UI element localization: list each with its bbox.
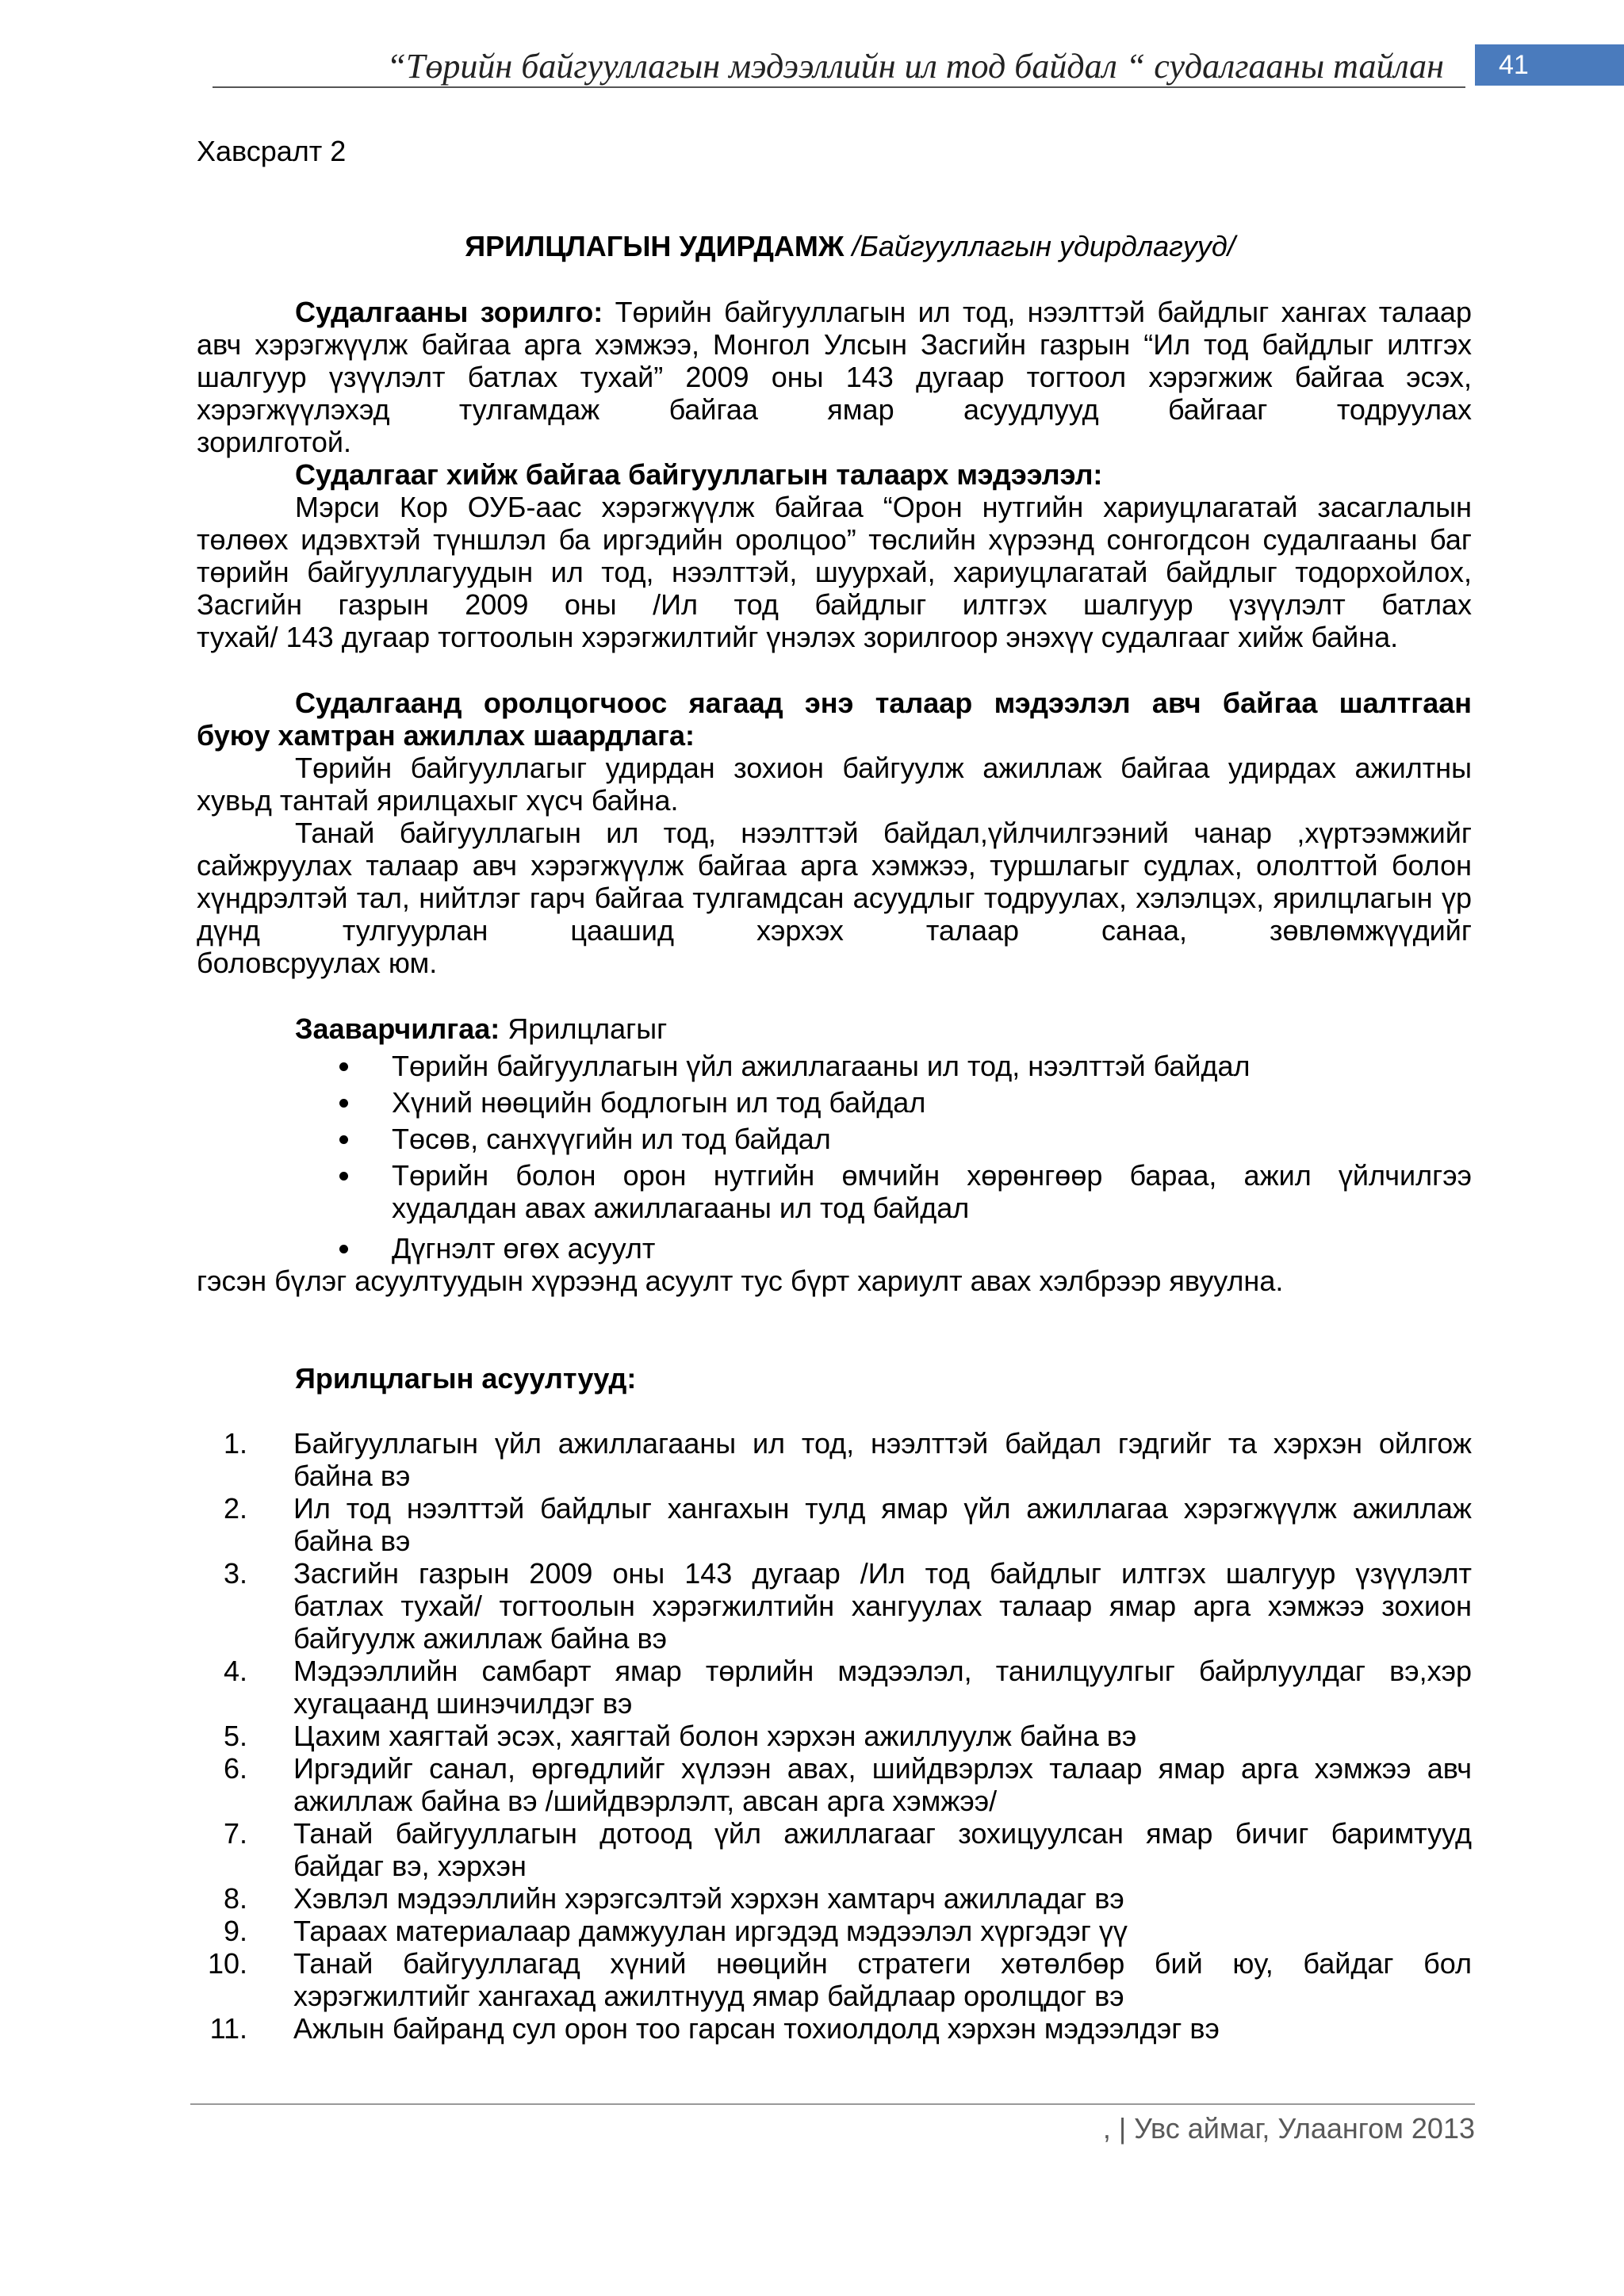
question-item xyxy=(197,1947,1472,2012)
question-text-continued: байгуулж ажиллаж байна вэ xyxy=(293,1622,668,1655)
questions-heading: Ярилцлагын асуултууд: xyxy=(295,1362,637,1395)
question-item xyxy=(197,1817,1472,1882)
why-needed-paragraph-2-last-line: боловсруулах юм. xyxy=(197,947,438,979)
question-text-continued: байна вэ xyxy=(293,1525,411,1557)
instructions-closing: гэсэн бүлэг асуултуудын хүрээнд асуулт тус бүрт хариулт авах хэлбрээр явуулна. xyxy=(197,1265,1284,1297)
question-item xyxy=(197,1557,1472,1655)
question-number: 7. xyxy=(223,1817,247,1850)
list-item xyxy=(197,1050,1472,1082)
question-text: Ил тод нээлттэй байдлыг хангахын тулд ямар үйл ажиллагаа хэрэгжүүлж ажиллаж xyxy=(293,1492,1472,1525)
appendix-label: Хавсралт 2 xyxy=(197,135,347,167)
page-footer: , | Увс аймаг, Улаангом 2013 xyxy=(1102,2112,1475,2145)
bullet-text: Төрийн болон орон нутгийн өмчийн хөрөнгөөр бараа, ажил үйлчилгээ xyxy=(392,1159,1472,1192)
document-title xyxy=(197,230,1472,262)
question-text: Хэвлэл мэдээллийн хэрэгсэлтэй хэрхэн хамтарч ажилладаг вэ xyxy=(293,1882,1124,1915)
question-number: 4. xyxy=(223,1655,247,1687)
question-text: Танай байгууллагад хүний нөөцийн стратеги хөтөлбөр бий юу, байдаг бол xyxy=(293,1947,1472,1980)
bullet-text: Дүгнэлт өгөх асуулт xyxy=(392,1232,656,1265)
question-number: 11. xyxy=(209,2012,247,2045)
question-text: Байгууллагын үйл ажиллагааны ил тод, нээлттэй байдал гэдгийг та хэрхэн ойлгож xyxy=(293,1427,1472,1460)
purpose-text-last-line: зорилготой. xyxy=(197,426,352,458)
question-text: Ажлын байранд сул орон тоо гарсан тохиолдолд хэрхэн мэдээлдэг вэ xyxy=(293,2012,1220,2045)
question-text-continued: батлах тухай/ тогтоолын хэрэгжилтийн хангуулах талаар ямар арга хэмжээ зохион xyxy=(293,1590,1472,1622)
question-text: Мэдээллийн самбарт ямар төрлийн мэдээлэл, танилцуулгыг байрлуулдаг вэ,хэр xyxy=(293,1655,1472,1687)
why-needed-paragraph-2: Танай байгууллагын ил тод, нээлттэй байдал,үйлчилгээний чанар ,хүртээмжийг сайжруулах талаар авч хэрэгжүүлж байгаа арга хэмжээ, туршлагыг судлах, ололттой болон хүндрэлтэй тал, нийтлэг гарч байгаа тулгамдсан асуудлыг тодруулах, хэлэлцэх, ярилцлагын үр дүнд тулгуурлан цаашид хэрхэх талаар санаа, зөвлөмжүүдийг xyxy=(197,817,1472,947)
question-text: Иргэдийг санал, өргөдлийг хүлээн авах, шийдвэрлэх талаар ямар арга хэмжээ авч xyxy=(293,1752,1472,1785)
question-number: 9. xyxy=(223,1915,247,1947)
header-rule xyxy=(213,86,1465,88)
question-item xyxy=(197,1427,1472,1492)
question-number: 2. xyxy=(223,1492,247,1525)
question-item xyxy=(197,1882,1472,1915)
list-item-continuation xyxy=(197,1192,1472,1224)
question-item xyxy=(197,1752,1472,1817)
question-text: Засгийн газрын 2009 оны 143 дугаар /Ил тод байдлыг илтгэх шалгуур үзүүлэлт xyxy=(293,1557,1472,1590)
document-title-sub: /Байгууллагын удирдлагууд/ xyxy=(852,230,1235,262)
question-number: 3. xyxy=(223,1557,247,1590)
purpose-paragraph xyxy=(197,296,1472,426)
question-item xyxy=(197,1915,1472,1947)
org-info-text-last-line: тухай/ 143 дугаар тогтоолын хэрэгжилтийг үнэлэх зорилгоор энэхүү судалгааг хийж байна. xyxy=(197,621,1399,653)
bullet-icon xyxy=(339,1245,348,1253)
why-needed-heading-last-line: буюу хамтран ажиллах шаардлага: xyxy=(197,719,695,752)
question-number: 1. xyxy=(223,1427,247,1460)
bullet-icon xyxy=(339,1135,348,1144)
question-text-continued: ажиллаж байна вэ /шийдвэрлэлт, авсан арга хэмжээ/ xyxy=(293,1785,998,1817)
question-number: 5. xyxy=(223,1720,247,1752)
list-item xyxy=(197,1159,1472,1192)
why-needed-paragraph-1-last-line: хувьд тантай ярилцахыг хүсч байна. xyxy=(197,784,679,817)
list-item xyxy=(197,1232,1472,1265)
instructions-label: Зааварчилгаа: xyxy=(295,1012,500,1045)
purpose-label: Судалгааны зорилго: xyxy=(295,296,603,328)
question-number: 8. xyxy=(223,1882,247,1915)
question-text-continued: хэрэгжилтийг хангахад ажилтнууд ямар байдлаар оролцдог вэ xyxy=(293,1980,1124,2012)
document-title-main: ЯРИЛЦЛАГЫН УДИРДАМЖ xyxy=(465,230,845,262)
bullet-icon xyxy=(339,1099,348,1108)
bullet-icon xyxy=(339,1172,348,1181)
question-text-continued: байна вэ xyxy=(293,1460,411,1492)
footer-rule xyxy=(190,2103,1475,2105)
bullet-icon xyxy=(339,1062,348,1071)
question-item xyxy=(197,1492,1472,1557)
bullet-text: Төрийн байгууллагын үйл ажиллагааны ил тод, нээлттэй байдал xyxy=(392,1050,1251,1082)
org-info-text: Мэрси Кор ОУБ-аас хэрэгжүүлж байгаа “Орон нутгийн хариуцлагатай засаглалын төлөөх идэвхтэй түншлэл ба иргэдийн оролцоо” төслийн хүрээнд сонгогдсон судалгааны баг төрийн байгууллагуудын ил тод, нээлттэй, шуурхай, хариуцлагатай байдлыг тодорхойлох, Засгийн газрын 2009 оны /Ил тод байдлыг илтгэх шалгуур үзүүлэлт батлах xyxy=(197,491,1472,621)
bullet-text: худалдан авах ажиллагааны ил тод байдал xyxy=(392,1192,970,1224)
bullet-text: Төсөв, санхүүгийн ил тод байдал xyxy=(392,1123,831,1155)
running-header-title: “Төрийн байгууллагын мэдээллийн ил тод байдал “ судалгааны тайлан xyxy=(386,47,1444,86)
instructions-intro-text: Ярилцлагыг xyxy=(508,1012,668,1045)
purpose-text: Төрийн байгууллагын ил тод, нээлттэй байдлыг хангах талаар авч хэрэгжүүлж байгаа арга хэмжээ, Монгол Улсын Засгийн газрын “Ил тод байдлыг илтгэх шалгуур үзүүлэлт батлах тухай” 2009 оны 143 дугаар тогтоол хэрэгжиж байгаа эсэх, хэрэгжүүлэхэд тулгамдаж байгаа ямар асуудлууд байгааг тодруулах xyxy=(197,296,1472,426)
question-number: 10. xyxy=(207,1947,247,1980)
org-info-heading: Судалгааг хийж байгаа байгууллагын талаарх мэдээлэл: xyxy=(295,458,1103,491)
list-item xyxy=(197,1123,1472,1155)
bullet-text: Хүний нөөцийн бодлогын ил тод байдал xyxy=(392,1086,926,1119)
question-text-continued: хугацаанд шинэчилдэг вэ xyxy=(293,1687,633,1720)
question-text: Цахим хаягтай эсэх, хаягтай болон хэрхэн ажиллуулж байна вэ xyxy=(293,1720,1137,1752)
question-number: 6. xyxy=(223,1752,247,1785)
question-item xyxy=(197,1720,1472,1752)
question-text: Танай байгууллагын дотоод үйл ажиллагааг зохицуулсан ямар бичиг баримтууд xyxy=(293,1817,1472,1850)
question-text: Тараах материалаар дамжуулан иргэдэд мэдээлэл хүргэдэг үү xyxy=(293,1915,1128,1947)
why-needed-paragraph-1: Төрийн байгууллагыг удирдан зохион байгуулж ажиллаж байгаа удирдах ажилтны xyxy=(295,752,1472,784)
why-needed-heading: Судалгаанд оролцогчоос яагаад энэ талаар мэдээлэл авч байгаа шалтгаан xyxy=(295,687,1472,719)
page-number-badge: 41 xyxy=(1475,44,1624,86)
list-item xyxy=(197,1086,1472,1119)
instructions-intro xyxy=(197,1012,1570,1045)
question-item xyxy=(197,1655,1472,1720)
question-text-continued: байдаг вэ, хэрхэн xyxy=(293,1850,527,1882)
question-item xyxy=(197,2012,1472,2045)
